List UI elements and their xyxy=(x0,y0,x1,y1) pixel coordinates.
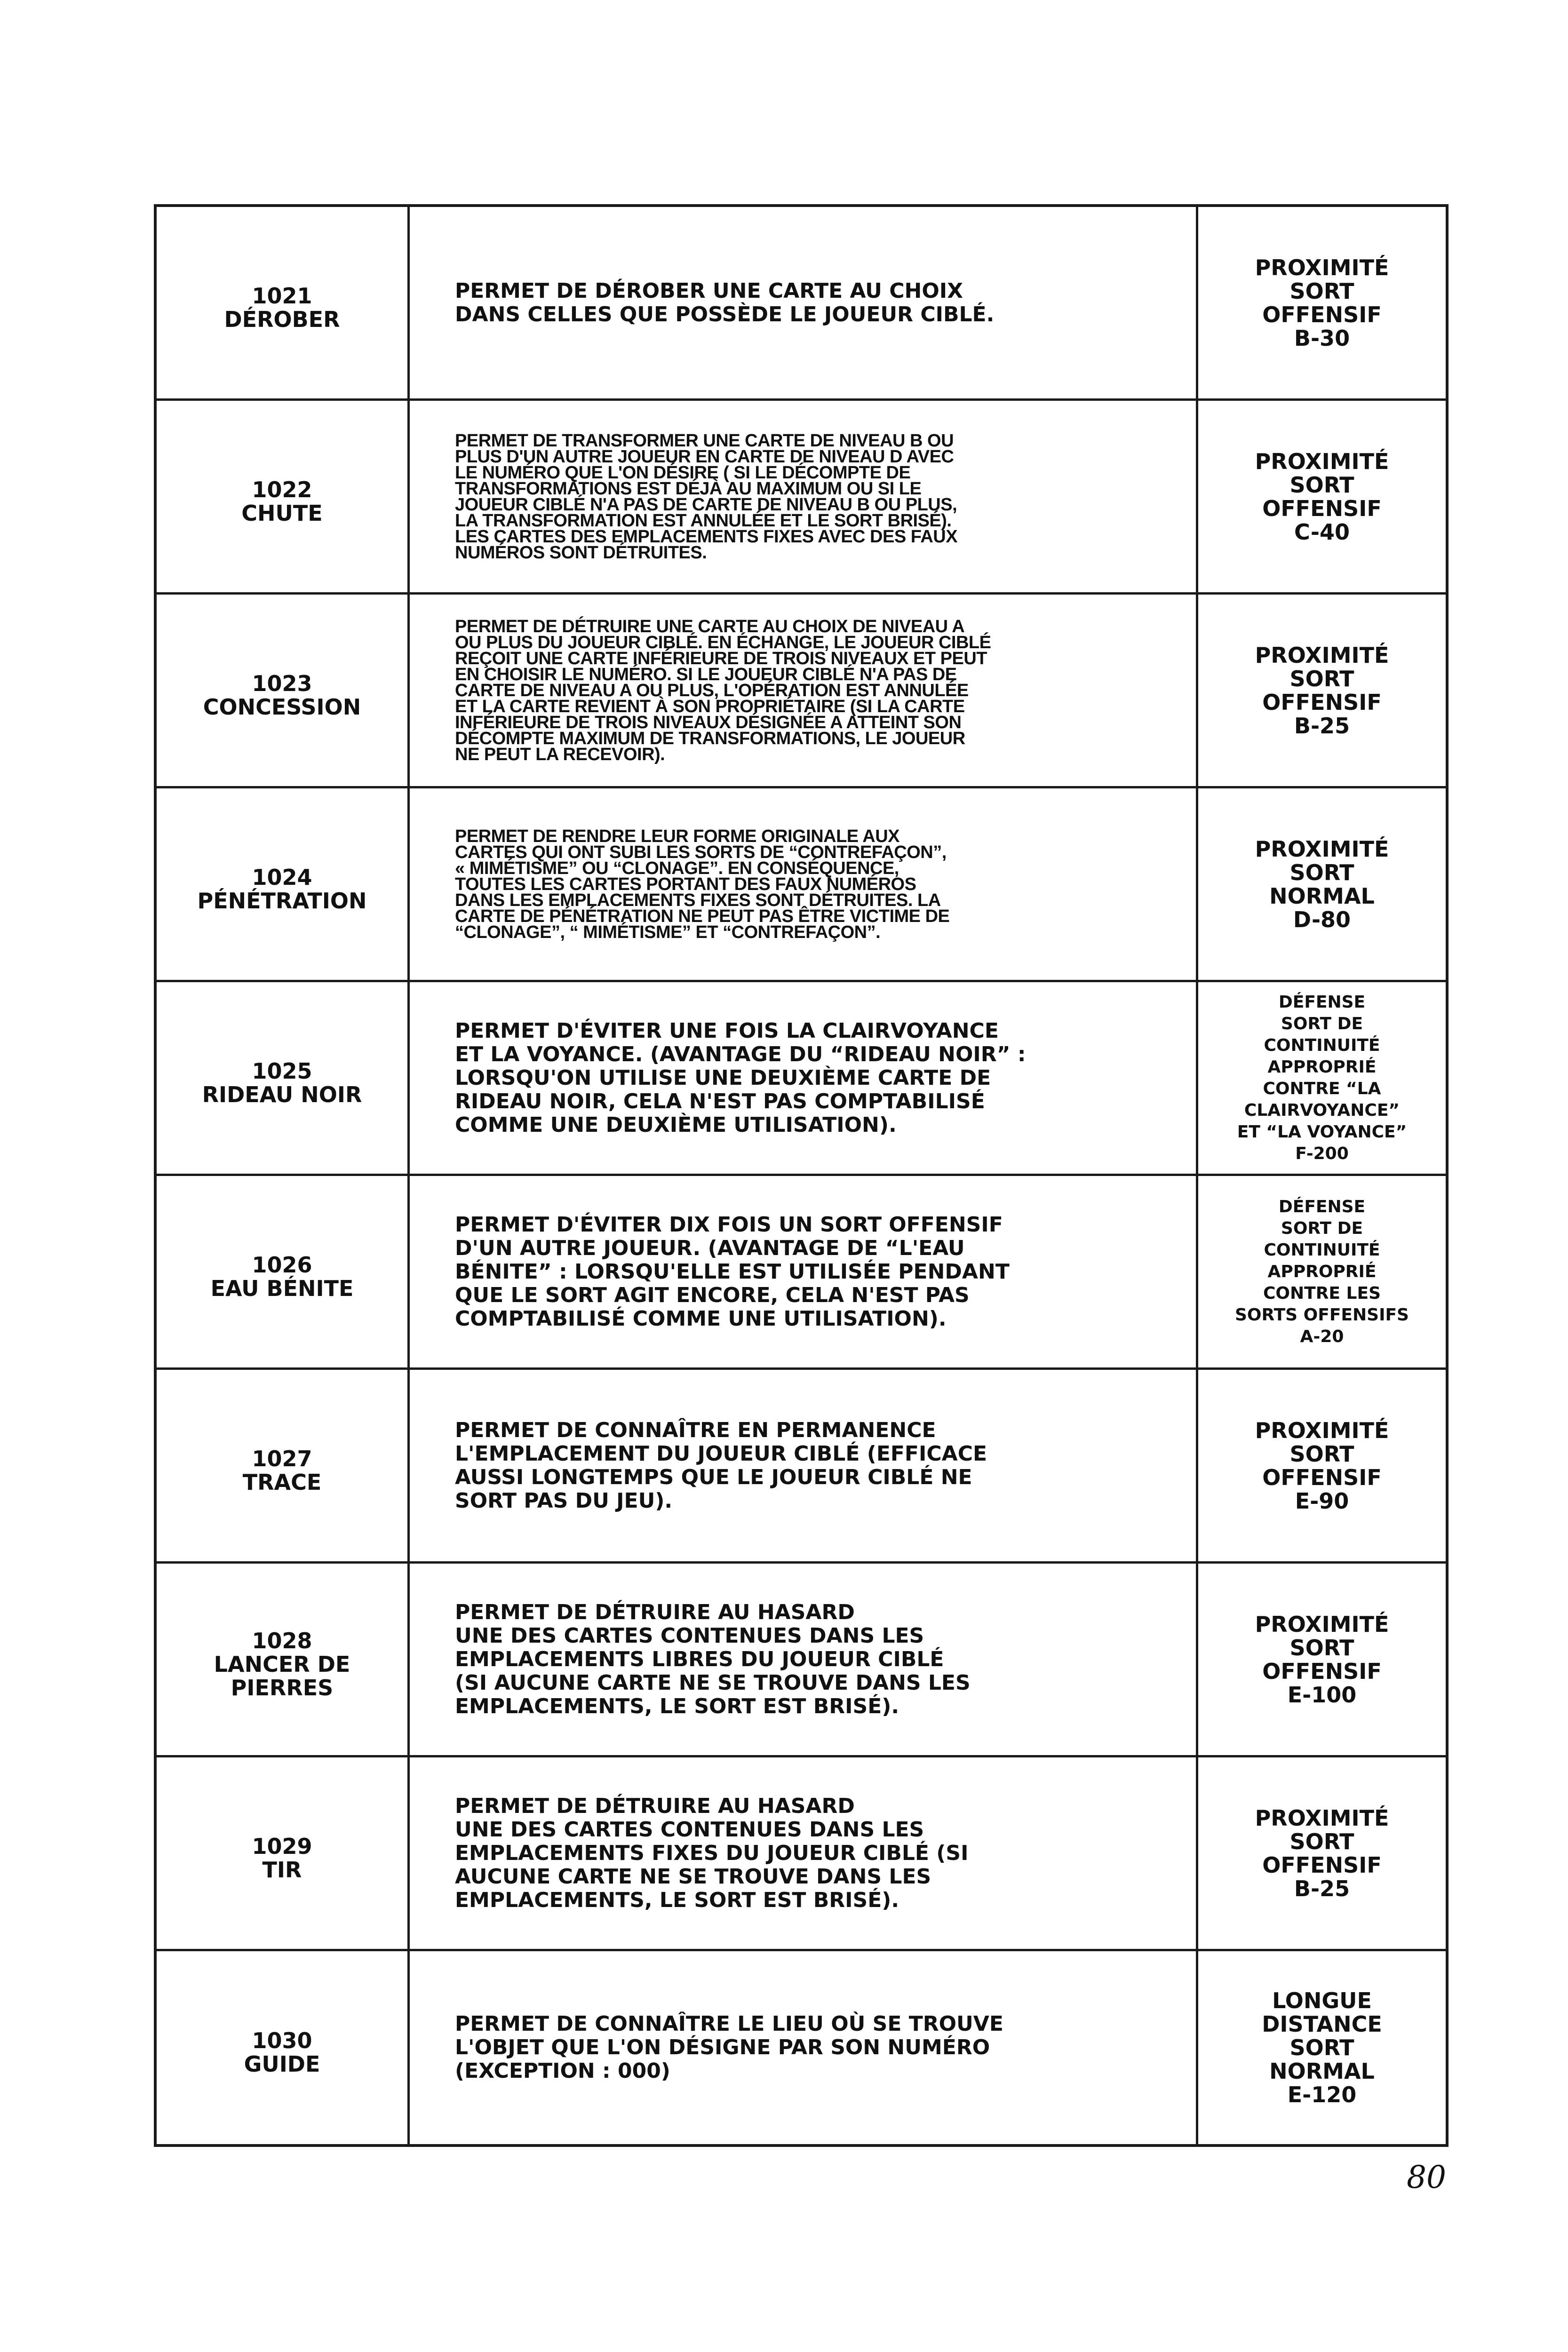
card-number: 1028 xyxy=(252,1628,312,1653)
card-type-line: PROXIMITÉ xyxy=(1255,1805,1389,1831)
card-id-cell xyxy=(157,1564,410,1755)
card-type-line: PROXIMITÉ xyxy=(1255,1611,1389,1637)
card-type-line: C-40 xyxy=(1294,519,1350,545)
card-type-line: B-25 xyxy=(1294,713,1350,739)
card-type-line: PROXIMITÉ xyxy=(1255,836,1389,862)
card-type-line: CONTINUITÉ xyxy=(1264,1240,1380,1260)
card-type-line: B-30 xyxy=(1294,325,1350,351)
card-type-line: SORT xyxy=(1289,472,1354,498)
card-type-cell xyxy=(1198,1951,1446,2144)
card-type-line: PROXIMITÉ xyxy=(1255,448,1389,474)
card-type-line: CONTINUITÉ xyxy=(1264,1035,1380,1055)
card-type-line: OFFENSIF xyxy=(1262,1852,1382,1878)
card-id-cell xyxy=(157,207,410,398)
card-type-cell xyxy=(1198,401,1446,592)
card-type-line: SORT xyxy=(1289,1441,1354,1467)
card-type-line: DISTANCE xyxy=(1262,2011,1382,2037)
card-type-cell xyxy=(1198,788,1446,980)
card-type-line: E-120 xyxy=(1287,2082,1357,2107)
card-description: PERMET D'ÉVITER UNE FOIS LA CLAIRVOYANCE ET LA VOYANCE. (AVANTAGE DU “RIDEAU NOIR” : LORSQU'ON UTILISE UNE DEUXIÈME CARTE DE RIDEAU NOIR, CELA N'EST PAS COMPTABILISÉ COMME UNE DEUXIÈME UTILISATION). xyxy=(410,982,1198,1174)
card-type-cell xyxy=(1198,1176,1446,1367)
card-number: 1021 xyxy=(252,283,312,309)
table-row xyxy=(157,1370,1446,1564)
card-type-line: OFFENSIF xyxy=(1262,495,1382,521)
card-id-cell xyxy=(157,788,410,980)
card-description: PERMET DE RENDRE LEUR FORME ORIGINALE AUX CARTES QUI ONT SUBI LES SORTS DE “CONTREFAÇON”, « MIMÉTISME” OU “CLONAGE”. EN CONSÉQUENCE, TOUTES LES CARTES PORTANT DES FAUX NUMÉROS DANS LES EMPLACEMENTS FIXES SONT DÉTRUITES. LA CARTE DE PÉNÉTRATION NE PEUT PAS ÊTRE VICTIME DE “CLONAGE”, “ MIMÉTISME” ET “CONTREFAÇON”. xyxy=(410,788,1198,980)
card-id-cell xyxy=(157,982,410,1174)
card-number: 1023 xyxy=(252,670,312,696)
card-id-cell xyxy=(157,1951,410,2144)
card-number: 1022 xyxy=(252,477,312,502)
card-type-line: OFFENSIF xyxy=(1262,1658,1382,1684)
card-type-line: E-100 xyxy=(1287,1682,1357,1708)
card-name: DÉROBER xyxy=(224,306,340,332)
table-row xyxy=(157,1176,1446,1370)
card-type-line: D-80 xyxy=(1293,906,1351,932)
card-type-line: LONGUE xyxy=(1272,1988,1372,2013)
card-type-line: NORMAL xyxy=(1269,883,1375,909)
card-type-line: PROXIMITÉ xyxy=(1255,1417,1389,1443)
table-row xyxy=(157,1951,1446,2144)
card-type-line: A-20 xyxy=(1300,1327,1344,1346)
card-type-line: OFFENSIF xyxy=(1262,302,1382,327)
card-id-cell xyxy=(157,401,410,592)
card-type-line: NORMAL xyxy=(1269,2058,1375,2084)
table-row xyxy=(157,788,1446,982)
card-name: CONCESSION xyxy=(203,694,361,720)
card-number: 1024 xyxy=(252,864,312,890)
card-type-line: OFFENSIF xyxy=(1262,689,1382,715)
card-name: RIDEAU NOIR xyxy=(202,1081,362,1107)
card-type-cell xyxy=(1198,207,1446,398)
card-type-line: SORT xyxy=(1289,2035,1354,2060)
card-description: PERMET DE CONNAÎTRE EN PERMANENCE L'EMPLACEMENT DU JOUEUR CIBLÉ (EFFICACE AUSSI LONGTEMPS QUE LE JOUEUR CIBLÉ NE SORT PAS DU JEU). xyxy=(410,1370,1198,1561)
card-number: 1030 xyxy=(252,2028,312,2053)
card-type-cell xyxy=(1198,1370,1446,1561)
card-type-line: PROXIMITÉ xyxy=(1255,254,1389,280)
card-type-line: SORT xyxy=(1289,278,1354,304)
card-type-line: SORT xyxy=(1289,666,1354,691)
card-type-line: B-25 xyxy=(1294,1875,1350,1901)
card-type-line: PROXIMITÉ xyxy=(1255,642,1389,668)
card-type-line: SORT DE xyxy=(1281,1014,1363,1033)
card-name: LANCER DE PIERRES xyxy=(214,1651,350,1700)
card-type-line: CLAIRVOYANCE” xyxy=(1244,1100,1400,1120)
card-description: PERMET DE DÉTRUIRE AU HASARD UNE DES CARTES CONTENUES DANS LES EMPLACEMENTS FIXES DU JOUEUR CIBLÉ (SI AUCUNE CARTE NE SE TROUVE DANS LES EMPLACEMENTS, LE SORT EST BRISÉ). xyxy=(410,1757,1198,1949)
card-description: PERMET DE DÉROBER UNE CARTE AU CHOIX DANS CELLES QUE POSSÈDE LE JOUEUR CIBLÉ. xyxy=(410,207,1198,398)
card-type-line: SORTS OFFENSIFS xyxy=(1234,1305,1409,1325)
page-number: 80 xyxy=(1407,2159,1446,2195)
card-id-cell xyxy=(157,595,410,786)
card-type-line: DÉFENSE xyxy=(1278,992,1366,1012)
card-name: PÉNÉTRATION xyxy=(197,888,367,914)
card-type-line: SORT DE xyxy=(1281,1218,1363,1238)
card-id-cell xyxy=(157,1370,410,1561)
table-row xyxy=(157,1564,1446,1757)
card-description: PERMET DE DÉTRUIRE UNE CARTE AU CHOIX DE NIVEAU A OU PLUS DU JOUEUR CIBLÉ. EN ÉCHANGE, LE JOUEUR CIBLÉ REÇOIT UNE CARTE INFÉRIEURE DE TROIS NIVEAUX ET PEUT EN CHOISIR LE NUMÉRO. SI LE JOUEUR CIBLÉ N'A PAS DE CARTE DE NIVEAU A OU PLUS, L'OPÉRATION EST ANNULÉE ET LA CARTE REVIENT À SON PROPRIÉTAIRE (SI LA CARTE INFÉRIEURE DE TROIS NIVEAUX DÉSIGNÉE A ATTEINT SON DÉCOMPTE MAXIMUM DE TRANSFORMATIONS, LE JOUEUR NE PEUT LA RECEVOIR). xyxy=(410,595,1198,786)
spell-card-table xyxy=(154,204,1449,2147)
card-name: GUIDE xyxy=(244,2051,320,2077)
card-description: PERMET DE DÉTRUIRE AU HASARD UNE DES CARTES CONTENUES DANS LES EMPLACEMENTS LIBRES DU JOUEUR CIBLÉ (SI AUCUNE CARTE NE SE TROUVE DANS LES EMPLACEMENTS, LE SORT EST BRISÉ). xyxy=(410,1564,1198,1755)
table-row xyxy=(157,401,1446,595)
card-type-line: DÉFENSE xyxy=(1278,1197,1366,1216)
card-type-line: OFFENSIF xyxy=(1262,1464,1382,1490)
card-type-line: SORT xyxy=(1289,859,1354,885)
card-name: TRACE xyxy=(242,1469,322,1495)
card-description: PERMET DE CONNAÎTRE LE LIEU OÙ SE TROUVE L'OBJET QUE L'ON DÉSIGNE PAR SON NUMÉRO (EXCEPTION : 000) xyxy=(410,1951,1198,2144)
card-number: 1027 xyxy=(252,1446,312,1471)
card-type-cell xyxy=(1198,982,1446,1174)
card-name: CHUTE xyxy=(241,500,323,526)
table-row xyxy=(157,595,1446,788)
card-type-cell xyxy=(1198,595,1446,786)
table-row xyxy=(157,1757,1446,1951)
card-number: 1026 xyxy=(252,1252,312,1278)
card-type-cell xyxy=(1198,1564,1446,1755)
card-type-line: CONTRE LES xyxy=(1263,1283,1381,1303)
card-description: PERMET DE TRANSFORMER UNE CARTE DE NIVEAU B OU PLUS D'UN AUTRE JOUEUR EN CARTE DE NIVEAU D AVEC LE NUMÉRO QUE L'ON DÉSIRE ( SI LE DÉCOMPTE DE TRANSFORMATIONS EST DÉJÀ AU MAXIMUM OU SI LE JOUEUR CIBLÉ N'A PAS DE CARTE DE NIVEAU B OU PLUS, LA TRANSFORMATION EST ANNULÉE ET LE SORT BRISÉ). LES CARTES DES EMPLACEMENTS FIXES AVEC DES FAUX NUMÉROS SONT DÉTRUITES. xyxy=(410,401,1198,592)
card-type-cell xyxy=(1198,1757,1446,1949)
card-type-line: ET “LA VOYANCE” xyxy=(1237,1122,1407,1142)
card-name: EAU BÉNITE xyxy=(210,1275,354,1301)
card-number: 1029 xyxy=(252,1833,312,1859)
card-type-line: E-90 xyxy=(1295,1488,1349,1514)
card-type-line: APPROPRIÉ xyxy=(1267,1057,1377,1077)
card-number: 1025 xyxy=(252,1058,312,1084)
card-type-line: CONTRE “LA xyxy=(1263,1079,1381,1098)
table-row xyxy=(157,207,1446,401)
card-id-cell xyxy=(157,1176,410,1367)
card-type-line: SORT xyxy=(1289,1635,1354,1661)
card-type-line: F-200 xyxy=(1295,1144,1349,1163)
card-type-line: APPROPRIÉ xyxy=(1267,1262,1377,1281)
card-description: PERMET D'ÉVITER DIX FOIS UN SORT OFFENSIF D'UN AUTRE JOUEUR. (AVANTAGE DE “L'EAU BÉNITE” : LORSQU'ELLE EST UTILISÉE PENDANT QUE LE SORT AGIT ENCORE, CELA N'EST PAS COMPTABILISÉ COMME UNE UTILISATION). xyxy=(410,1176,1198,1367)
card-name: TIR xyxy=(262,1857,302,1883)
card-id-cell xyxy=(157,1757,410,1949)
card-type-line: SORT xyxy=(1289,1828,1354,1854)
table-row xyxy=(157,982,1446,1176)
